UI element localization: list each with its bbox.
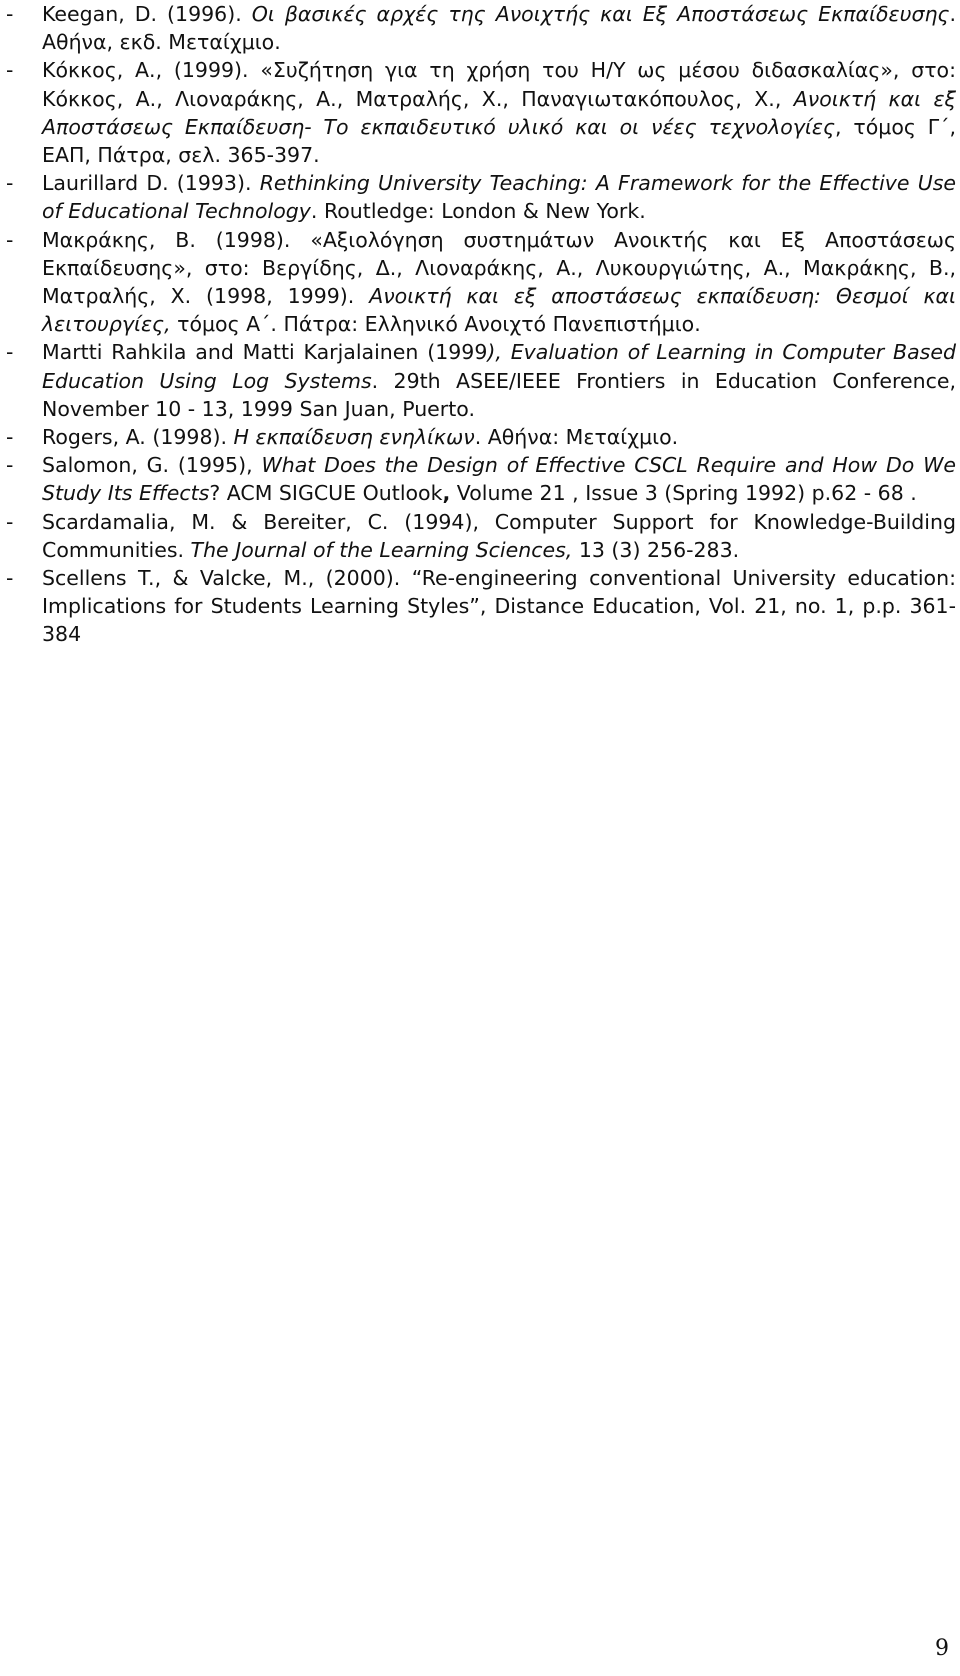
- reference-title-text: Rethinking University Teaching: A Framework for the Effective Use of Educational Technology: [42, 171, 956, 224]
- reference-entry: [6, 564, 956, 649]
- reference-title-text: The Journal of the Learning Sciences,: [190, 537, 573, 562]
- reference-entry: [6, 451, 956, 507]
- reference-text: Salomon, G. (1995),: [42, 453, 262, 478]
- reference-text: Scellens T., & Valcke, M., (2000). “Re-engineering conventional University education: Implications for Students Learning Styles”, Distance Education, Vol. 21, no. 1, p.p. 361-384: [42, 566, 956, 647]
- list-dash-marker: -: [6, 227, 14, 252]
- reference-text: Keegan, D. (1996).: [42, 2, 252, 26]
- reference-title-text: Ανοικτή και εξ Αποστάσεως Εκπαίδευση- Το εκπαιδευτικό υλικό και οι νέες τεχνολογίες: [42, 86, 956, 139]
- reference-title-text: ), Evaluation of Learning in Computer Based Education Using Log Systems: [42, 340, 956, 393]
- reference-title-text: Οι βασικές αρχές της Ανοιχτής και Εξ Αποστάσεως Εκπαίδευσης: [251, 2, 950, 26]
- list-dash-marker: -: [6, 171, 14, 196]
- reference-title-text: What Does the Design of Effective CSCL Require and How Do We Study Its Effects: [42, 453, 957, 506]
- reference-entry: [6, 169, 956, 225]
- reference-entry: [6, 0, 956, 56]
- reference-text: τόμος Α΄. Πάτρα: Ελληνικό Ανοιχτό Πανεπιστήμιο.: [170, 312, 701, 337]
- reference-list: [6, 0, 956, 649]
- reference-text: Rogers, A. (1998).: [42, 425, 234, 450]
- reference-text: . 29th ASEE/IEEE Frontiers in Education Conference, November 10 - 13, 1999 San Juan, Puerto.: [42, 368, 956, 421]
- reference-entry: [6, 423, 956, 451]
- page-number: 9: [935, 1636, 949, 1661]
- reference-text: , τόμος Γ΄, ΕΑΠ, Πάτρα, σελ. 365-397.: [42, 114, 956, 168]
- reference-text: Martti Rahkila and Matti Karjalainen (1999: [42, 340, 488, 365]
- list-dash-marker: -: [6, 453, 14, 478]
- list-dash-marker: -: [6, 425, 14, 450]
- reference-text: Μακράκης, Β. (1998). «Αξιολόγηση συστημάτων Ανοικτής και Εξ Αποστάσεως Εκπαίδευσης», στο: Βεργίδης, Δ., Λιοναράκης, Α., Λυκουργιώτης, Α., Μακράκης, Β., Ματραλής, Χ. (1998, 1999).: [42, 227, 956, 309]
- reference-entry: [6, 56, 956, 169]
- list-dash-marker: -: [6, 2, 14, 26]
- reference-entry: [6, 508, 956, 564]
- list-dash-marker: -: [6, 509, 14, 534]
- reference-text: Κόκκος, Α., (1999). «Συζήτηση για τη χρήση του Η/Υ ως μέσου διδασκαλίας», στο: Κόκκος, Α., Λιοναράκης, Α., Ματραλής, Χ., Παναγιωτακόπουλος, Χ.,: [42, 58, 956, 111]
- reference-entry: [6, 226, 956, 339]
- reference-text: . Αθήνα, εκδ. Μεταίχμιο.: [42, 2, 956, 55]
- reference-text: Laurillard D. (1993).: [42, 171, 260, 196]
- reference-text: ? ACM SIGCUE Outlook: [209, 481, 443, 506]
- reference-text: 13 (3) 256-283.: [572, 537, 740, 562]
- list-dash-marker: -: [6, 340, 14, 365]
- list-dash-marker: -: [6, 58, 14, 83]
- reference-text: . Routledge: London & New York.: [310, 199, 646, 224]
- list-dash-marker: -: [6, 566, 14, 591]
- reference-title-text: Η εκπαίδευση ενηλίκων: [233, 425, 475, 450]
- reference-title-text: Ανοικτή και εξ αποστάσεως εκπαίδευση: Θεσμοί και λειτουργίες,: [42, 284, 956, 337]
- reference-text: Scardamalia, M. & Bereiter, C. (1994), Computer Support for Knowledge-Building Communities.: [42, 509, 956, 562]
- reference-text: Volume 21 , Issue 3 (Spring 1992) p.62 - 68 .: [450, 481, 917, 506]
- reference-text: . Αθήνα: Μεταίχμιο.: [474, 425, 679, 450]
- reference-text: ,: [442, 481, 451, 506]
- reference-entry: [6, 338, 956, 423]
